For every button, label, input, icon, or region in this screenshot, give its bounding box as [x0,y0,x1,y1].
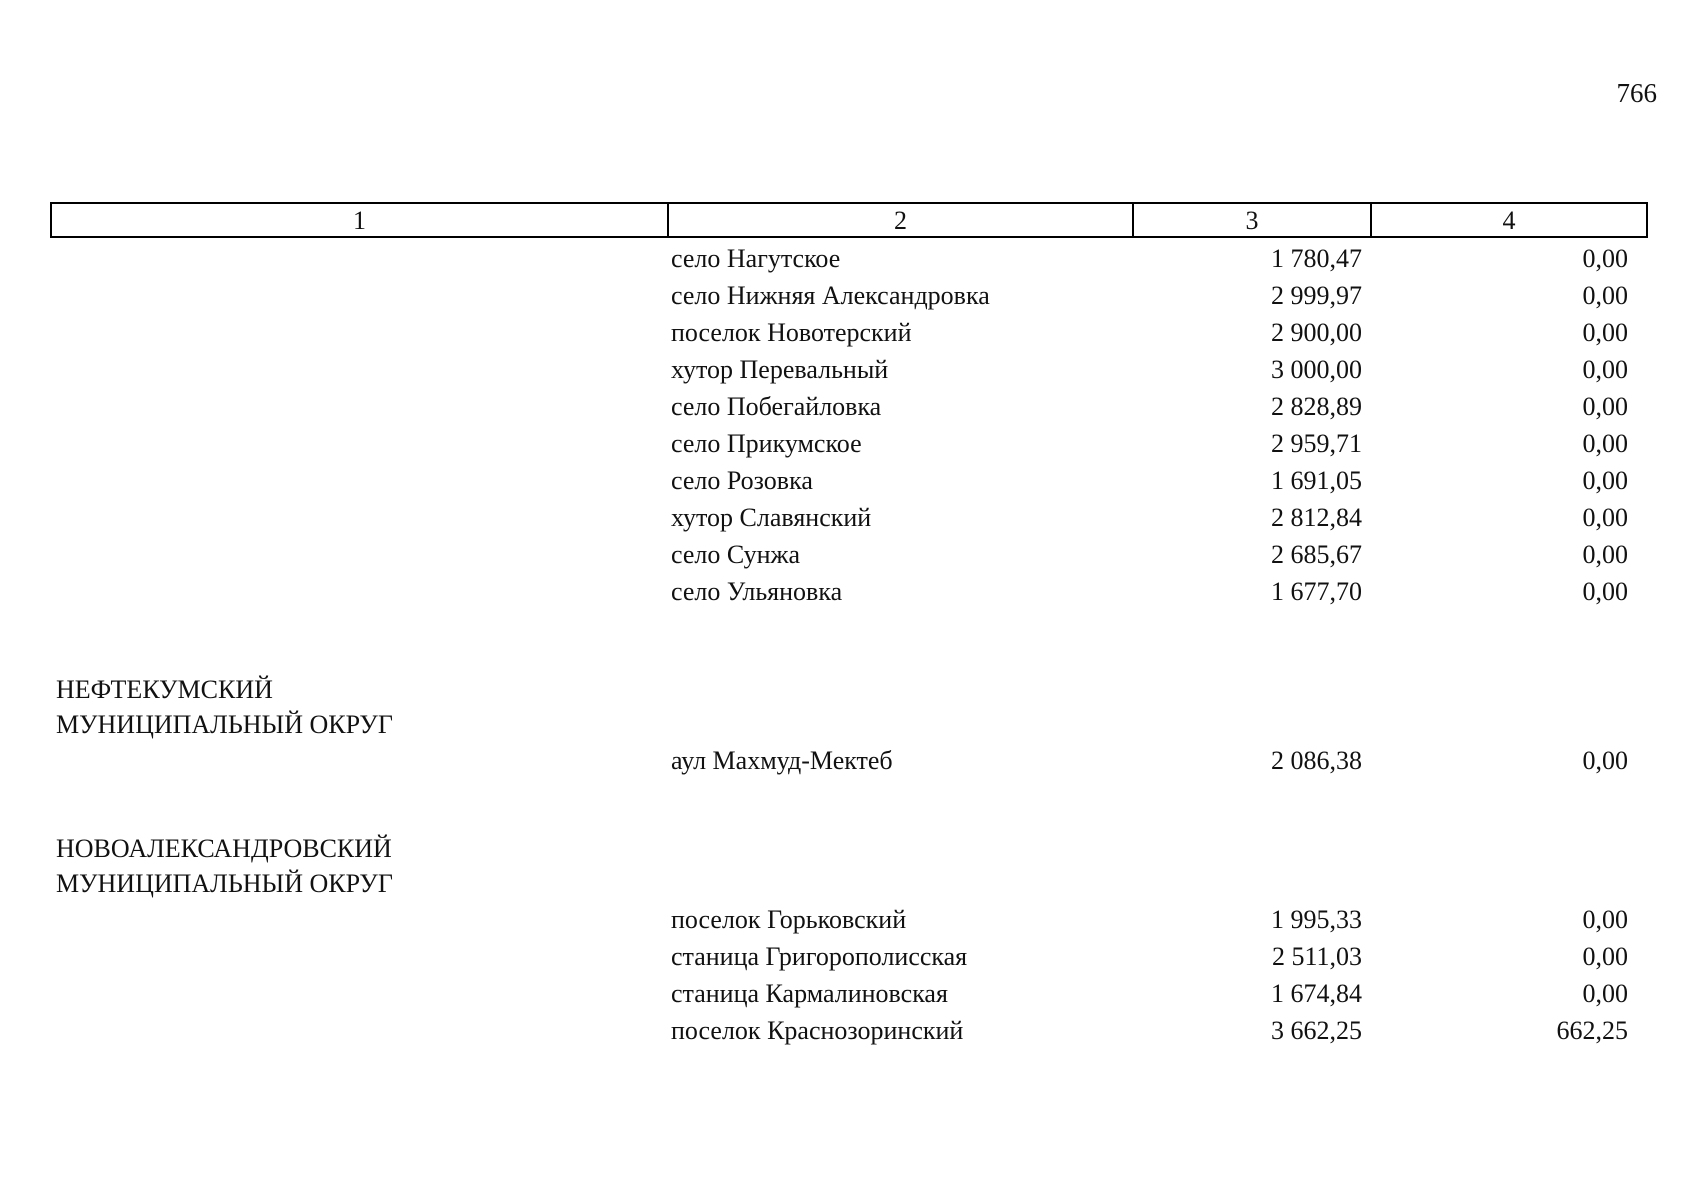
settlement-name: село Прикумское [671,429,862,458]
header-column-2: 2 [667,204,1132,236]
district-title-line: НОВОАЛЕКСАНДРОВСКИЙ [56,834,392,863]
settlement-name: село Нагутское [671,244,841,273]
header-column-3: 3 [1132,204,1370,236]
settlement-name: поселок Краснозоринский [671,1016,964,1045]
value-column-3: 2 685,67 [1271,540,1362,569]
spacer [50,779,1648,831]
value-column-4: 662,25 [1556,1016,1628,1045]
district-title-line: НЕФТЕКУМСКИЙ [56,675,273,704]
value-column-4: 0,00 [1582,392,1628,421]
table-row [50,536,1648,573]
settlement-name: аул Махмуд-Мектеб [671,746,893,775]
value-column-4: 0,00 [1582,979,1628,1008]
value-column-3: 1 780,47 [1271,244,1362,273]
value-column-4: 0,00 [1582,942,1628,971]
table-row [50,462,1648,499]
value-column-4: 0,00 [1582,577,1628,606]
value-column-3: 2 812,84 [1271,503,1362,532]
spacer [50,610,1648,672]
settlement-name: село Ульяновка [671,577,843,606]
table-row [50,573,1648,610]
value-column-4: 0,00 [1582,318,1628,347]
value-column-4: 0,00 [1582,355,1628,384]
value-column-4: 0,00 [1582,746,1628,775]
settlement-name: хутор Перевальный [671,355,889,384]
settlement-name: село Розовка [671,466,813,495]
table-row [50,425,1648,462]
page-number: 766 [1616,78,1657,108]
value-column-3: 2 511,03 [1271,942,1362,971]
table-row [50,901,1648,938]
table-header [50,202,1648,238]
table-row [50,388,1648,425]
settlement-name: хутор Славянский [671,503,872,532]
settlement-name: поселок Горьковский [671,905,907,934]
value-column-3: 2 999,97 [1271,281,1362,310]
table-row [50,938,1648,975]
settlement-name: село Побегайловка [671,392,882,421]
value-column-3: 1 677,70 [1271,577,1362,606]
value-column-4: 0,00 [1582,540,1628,569]
table-row [50,499,1648,536]
table-row [50,975,1648,1012]
table-row [50,1012,1648,1049]
settlement-name: село Нижняя Александровка [671,281,990,310]
header-column-4: 4 [1370,204,1646,236]
table-row [50,314,1648,351]
settlement-name: станица Григорополисская [671,942,968,971]
value-column-4: 0,00 [1582,244,1628,273]
value-column-4: 0,00 [1582,503,1628,532]
value-column-4: 0,00 [1582,429,1628,458]
table-row [50,277,1648,314]
header-column-1: 1 [353,206,366,235]
settlement-name: село Сунжа [671,540,800,569]
district-title-line: МУНИЦИПАЛЬНЫЙ ОКРУГ [56,710,393,739]
table-row [50,351,1648,388]
value-column-3: 2 086,38 [1271,746,1362,775]
value-column-4: 0,00 [1582,905,1628,934]
value-column-4: 0,00 [1582,281,1628,310]
district-title-line: МУНИЦИПАЛЬНЫЙ ОКРУГ [56,869,393,898]
table-body [50,240,1648,1049]
value-column-3: 2 900,00 [1271,318,1362,347]
value-column-3: 3 000,00 [1271,355,1362,384]
settlement-name: поселок Новотерский [671,318,912,347]
table-row [50,240,1648,277]
value-column-3: 2 828,89 [1271,392,1362,421]
settlement-name: станица Кармалиновская [671,979,948,1008]
value-column-3: 1 674,84 [1271,979,1362,1008]
value-column-3: 1 995,33 [1271,905,1362,934]
value-column-3: 1 691,05 [1271,466,1362,495]
value-column-4: 0,00 [1582,466,1628,495]
value-column-3: 3 662,25 [1271,1016,1362,1045]
value-column-3: 2 959,71 [1271,429,1362,458]
table-row [50,742,1648,779]
